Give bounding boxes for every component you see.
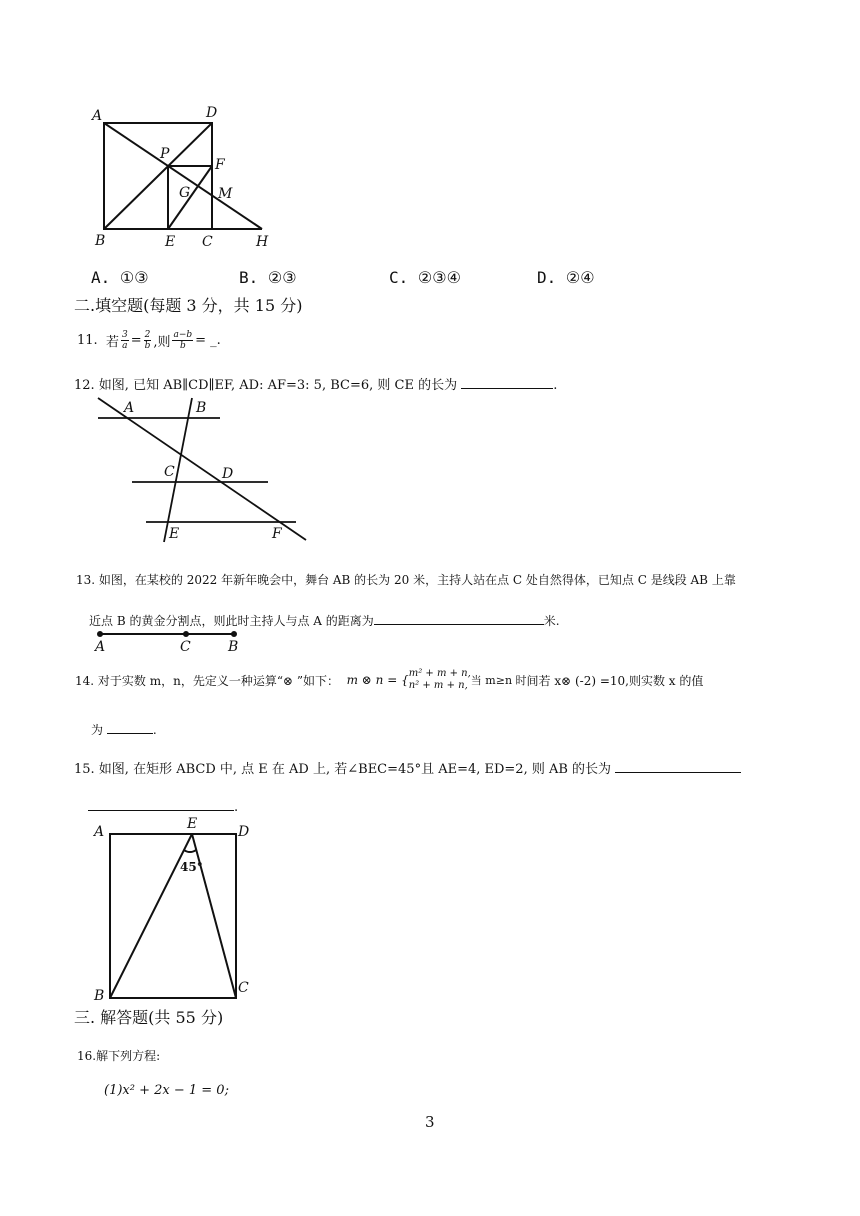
fig1-label-m: M	[218, 186, 233, 202]
answer-blank-14	[107, 733, 153, 734]
answer-blank-15b	[88, 810, 234, 811]
fig1-label-g: G	[179, 185, 191, 201]
fig12-label-b: B	[196, 400, 207, 416]
fig12-label-a: A	[124, 400, 135, 416]
choice-a: A. ①③	[91, 268, 149, 287]
fig1-label-a: A	[92, 108, 103, 124]
fig15-label-e: E	[187, 816, 198, 832]
question-15-line-2: .	[88, 800, 238, 815]
question-12: 12. 如图, 已知 AB∥CD∥EF, AD: AF=3: 5, BC=6, 则 CE 的长为 .	[74, 378, 558, 393]
fig15-label-c: C	[238, 980, 249, 996]
fig15-angle-label: 45°	[180, 860, 203, 874]
answer-blank-13	[374, 624, 544, 625]
section-2-title: 二.填空题(每题 3 分，共 15 分)	[74, 296, 303, 315]
fig12-label-e: E	[169, 526, 180, 542]
fig15-label-d: D	[238, 824, 250, 840]
question-15: 15. 如图, 在矩形 ABCD 中, 点 E 在 AD 上, 若∠BEC=45°且 AE=4, ED=2, 则 AB 的长为	[74, 758, 741, 777]
fraction-a-minus-b-over-b: $\frac{a-b}{b}$	[173, 330, 193, 351]
fig1-label-b: B	[95, 233, 106, 249]
answer-blank-12	[461, 388, 553, 389]
page-number: 3	[425, 1113, 435, 1131]
choice-c: C. ②③④	[389, 268, 461, 287]
fig12-label-d: D	[222, 466, 234, 482]
fig1-label-e: E	[165, 234, 176, 250]
choice-d: D. ②④	[537, 268, 595, 287]
fig13-label-b: B	[228, 639, 239, 655]
figure-parallel-lines	[90, 396, 330, 546]
answer-blank-15a	[615, 772, 741, 773]
fig1-label-h: H	[256, 234, 269, 250]
fraction-3-over-a: $\frac{3}{a}$	[121, 330, 128, 351]
fig1-label-p: P	[160, 146, 170, 162]
choice-b: B. ②③	[239, 268, 297, 287]
section-3-title: 三. 解答题(共 55 分)	[74, 1008, 224, 1027]
question-14: 14. 对于实数 m，n，先定义一种运算“⊗ ”如下： m ⊗ n = { m² + m + n, n² + m + n, 当 m≥n 时 间若 x⊗ (-2) =10,则实数 x 的值	[75, 668, 704, 691]
fig1-label-f: F	[215, 157, 225, 173]
figure-segment-acb	[90, 626, 250, 656]
fig1-label-d: D	[206, 105, 218, 121]
question-16-part-1: (1)x² + 2x − 1 = 0;	[104, 1083, 229, 1098]
fig13-label-a: A	[95, 639, 106, 655]
question-13-line-1: 13. 如图，在某校的 2022 年新年晚会中，舞台 AB 的长为 20 米，主持人站在点 C 处自然得体，已知点 C 是线段 AB 上靠	[76, 573, 736, 587]
figure-square-diagonals	[80, 100, 280, 260]
fig12-label-c: C	[164, 464, 175, 480]
question-11: 11. 若 $\frac{3}{a}$ = $\frac{2}{b}$ ,则 $\frac{a-b}{b}$ = _.	[77, 330, 221, 351]
question-13-line-2: 近点 B 的黄金分割点，则此时主持人与点 A 的距离为 米.	[89, 614, 560, 628]
question-16: 16.解下列方程:	[77, 1049, 161, 1063]
fig13-label-c: C	[180, 639, 191, 655]
fig12-label-f: F	[272, 526, 282, 542]
fig1-label-c: C	[202, 234, 213, 250]
question-14-line-2: 为 .	[91, 723, 157, 737]
fig15-label-b: B	[94, 988, 105, 1004]
figure-rectangle-abcd	[88, 816, 288, 1006]
fraction-2-over-b: $\frac{2}{b}$	[144, 330, 151, 351]
fig15-label-a: A	[94, 824, 105, 840]
